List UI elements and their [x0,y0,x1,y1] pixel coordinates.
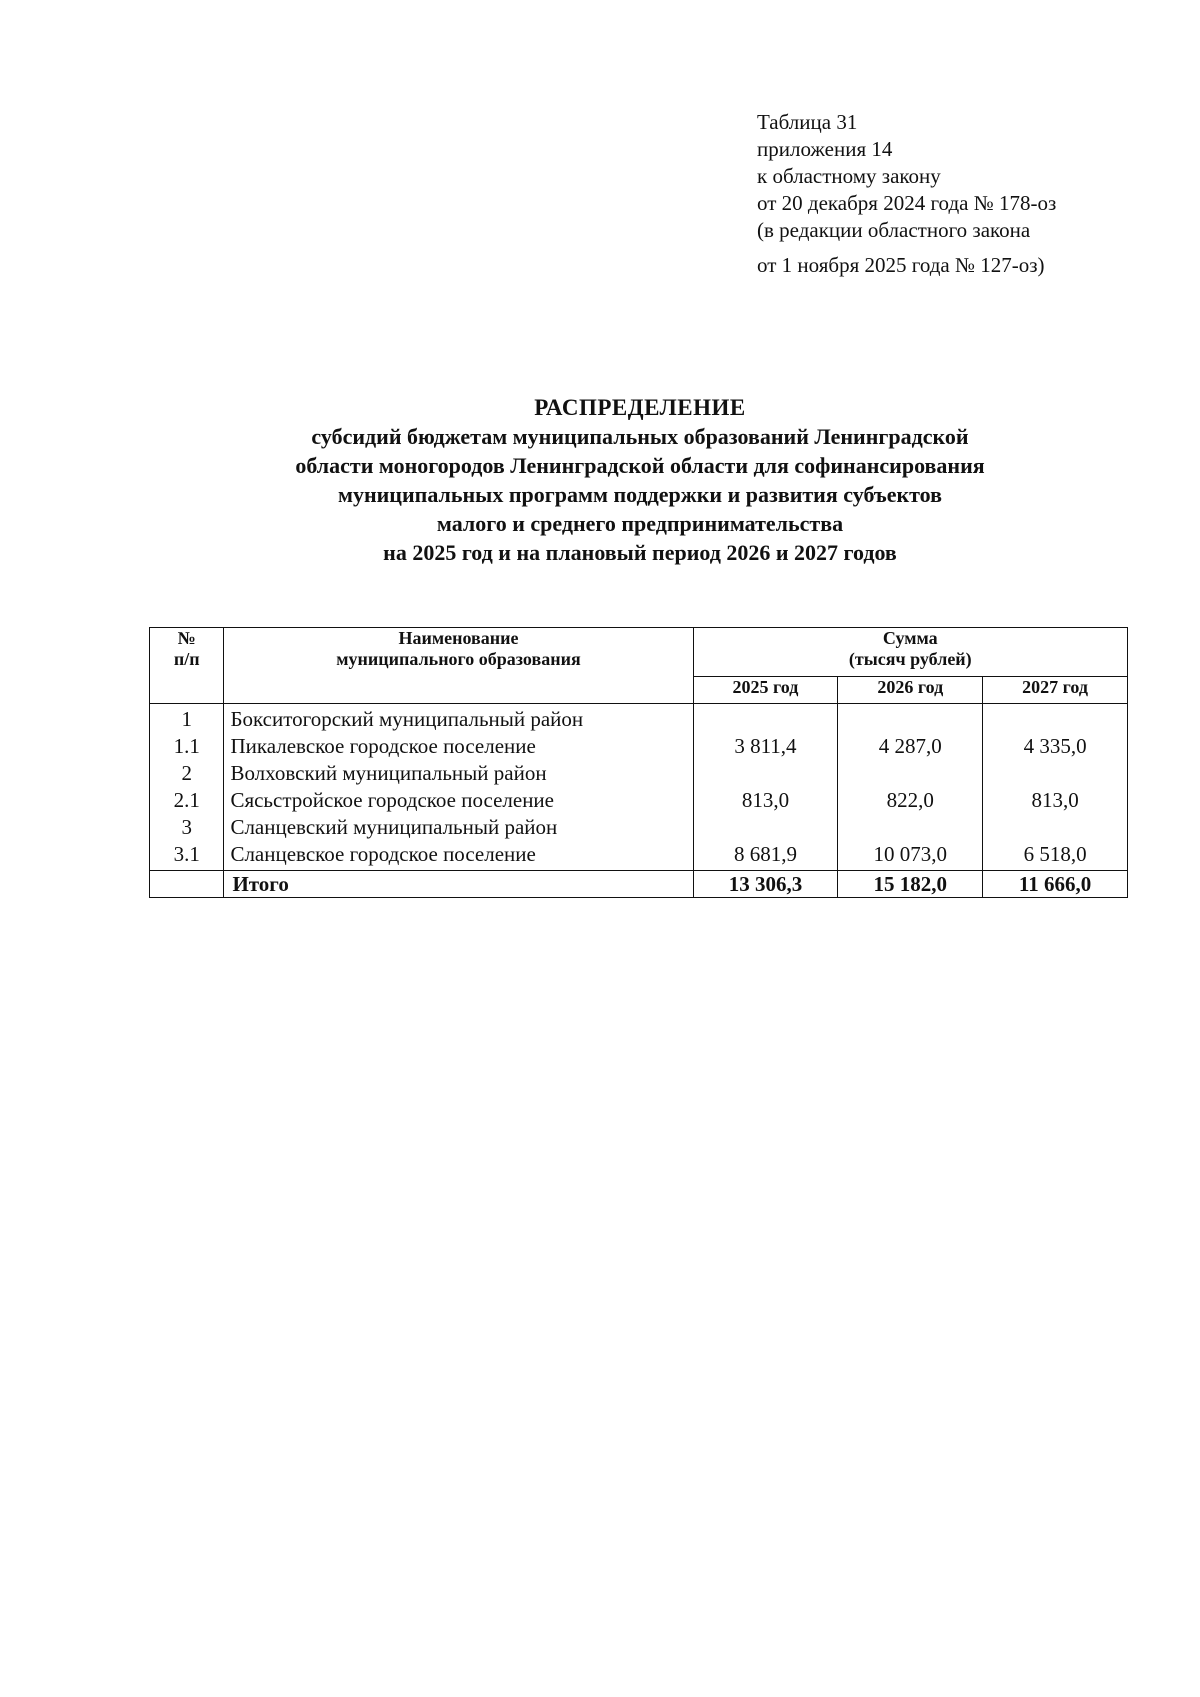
header-sum-line1: Сумма [882,628,938,648]
row-name: Пикалевское городское поселение [224,733,693,760]
row-number: 2 [150,760,224,787]
distribution-table [149,627,1128,898]
row-name: Волховский муниципальный район [224,760,693,787]
row-number: 1 [150,704,224,734]
row-value-2025: 8 681,9 [693,841,838,871]
approval-line-4: от 20 декабря 2024 года № 178-оз [757,191,1057,215]
total-value-2027: 11 666,0 [983,871,1128,898]
row-value-2026 [838,760,983,787]
approval-line-2: приложения 14 [757,137,893,161]
approval-line-3: к областному закону [757,164,941,188]
header-year-2027: 2027 год [983,677,1128,704]
approval-stamp-block [757,109,1056,279]
total-value-2026: 15 182,0 [838,871,983,898]
table-row [150,704,1128,734]
approval-line-6: от 1 ноября 2025 года № 127-оз) [757,253,1045,277]
total-row [150,871,1128,898]
approval-line-1: Таблица 31 [757,110,858,134]
table-row [150,787,1128,814]
document-title [150,393,1130,567]
header-sum [693,628,1127,677]
row-name: Сясьстройское городское поселение [224,787,693,814]
total-value-2025: 13 306,3 [693,871,838,898]
title-line-5: на 2025 год и на плановый период 2026 и 2027 годов [383,540,897,565]
row-value-2027 [983,704,1128,734]
title-line-2: области моногородов Ленинградской области для софинансирования [295,453,985,478]
row-value-2025 [693,814,838,841]
total-number-cell [150,871,224,898]
row-number: 1.1 [150,733,224,760]
row-value-2025 [693,704,838,734]
header-name-line2: муниципального образования [336,649,581,669]
row-value-2026: 822,0 [838,787,983,814]
table-row [150,733,1128,760]
header-number-line2: п/п [173,649,200,669]
row-number: 3 [150,814,224,841]
row-value-2027 [983,760,1128,787]
header-year-2025: 2025 год [693,677,838,704]
header-year-2026: 2026 год [838,677,983,704]
header-number-line1: № [177,628,196,648]
table-row [150,760,1128,787]
row-value-2026 [838,704,983,734]
header-name [224,628,693,704]
table-row [150,814,1128,841]
row-number: 3.1 [150,841,224,871]
title-line-3: муниципальных программ поддержки и развития субъектов [337,482,943,507]
row-name: Сланцевское городское поселение [224,841,693,871]
header-sum-line2: (тысяч рублей) [848,649,972,669]
table-row [150,841,1128,871]
title-heading: РАСПРЕДЕЛЕНИЕ [534,395,746,420]
row-value-2025: 813,0 [693,787,838,814]
row-value-2027: 6 518,0 [983,841,1128,871]
approval-line-5: (в редакции областного закона [757,218,1031,242]
row-value-2025: 3 811,4 [693,733,838,760]
title-line-1: субсидий бюджетам муниципальных образований Ленинградской [311,424,969,449]
row-value-2025 [693,760,838,787]
row-value-2027: 813,0 [983,787,1128,814]
row-number: 2.1 [150,787,224,814]
total-label: Итого [224,871,693,898]
row-name: Бокситогорский муниципальный район [224,704,693,734]
row-name: Сланцевский муниципальный район [224,814,693,841]
row-value-2027: 4 335,0 [983,733,1128,760]
row-value-2026: 10 073,0 [838,841,983,871]
header-number [150,628,224,704]
row-value-2026: 4 287,0 [838,733,983,760]
header-name-line1: Наименование [398,628,519,648]
row-value-2027 [983,814,1128,841]
row-value-2026 [838,814,983,841]
title-line-4: малого и среднего предпринимательства [436,511,844,536]
